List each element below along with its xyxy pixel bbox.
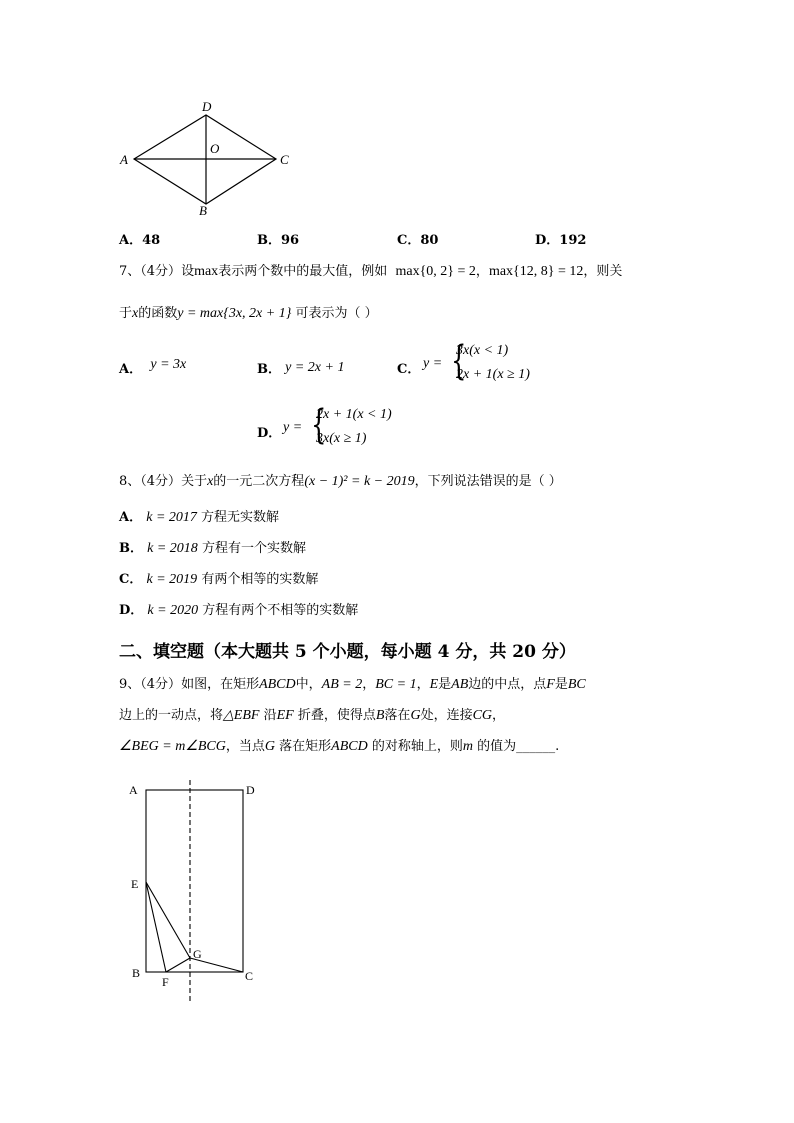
q8-score: （4分） (140, 474, 182, 489)
section-heading: 二、填空题（本大题共 5 个小题，每小题 4 分，共 20 分） (119, 642, 576, 662)
option-expr: y = 3x (150, 357, 187, 372)
math-triangle: △EBF (223, 708, 260, 723)
case-1: 3x(x < 1) (456, 343, 509, 358)
q8-option-a[interactable] (119, 510, 279, 526)
q8-text: 关于 (181, 474, 208, 489)
q7-function: y = max{3x, 2x + 1} (177, 306, 292, 321)
rhombus-figure (110, 96, 300, 221)
comma: ， (362, 677, 376, 692)
q6-option-b[interactable] (257, 229, 299, 248)
label-d: D (246, 783, 255, 797)
comma: ， (475, 264, 489, 279)
option-text: 方程有一个实数解 (201, 541, 306, 556)
q9-text: 的对称轴上，则 (371, 739, 463, 754)
case-2: 3x(x ≥ 1) (316, 431, 367, 446)
rectangle-figure (120, 778, 280, 1010)
q7-text: ，则关 (583, 264, 623, 279)
option-expr: k = 2017 (146, 510, 197, 525)
q9-text: 沿 (263, 708, 277, 723)
q8-number: 8、 (119, 474, 141, 489)
q6-option-a[interactable] (119, 229, 160, 248)
option-text: 方程无实数解 (201, 510, 280, 525)
option-expr: y = 2x + 1 (285, 360, 345, 375)
label-b: B (132, 966, 141, 980)
q7-text: 于 (119, 306, 133, 321)
q9-text: ， (492, 708, 506, 723)
option-value: 48 (142, 233, 161, 248)
label-a: A (129, 783, 138, 797)
math-cg: CG (472, 708, 493, 723)
option-letter: D． (535, 233, 560, 248)
q8-option-b[interactable] (119, 541, 306, 557)
q9-text: ，当点 (225, 739, 265, 754)
q7-score: （4分） (140, 264, 182, 279)
math-b: B (375, 708, 385, 723)
option-letter: D． (257, 426, 282, 441)
option-letter: C． (397, 362, 421, 377)
q9-text: 处，连接 (420, 708, 473, 723)
q6-option-d[interactable] (535, 229, 586, 248)
label-c: C (280, 152, 289, 167)
q7-text: 表示两个数中的最大值，例如 (218, 264, 388, 279)
left-brace: { (451, 338, 467, 384)
case-2: 2x + 1(x ≥ 1) (456, 367, 530, 382)
q7-option-b[interactable] (257, 358, 344, 378)
label-a: A (120, 152, 128, 167)
math-f: F (546, 677, 555, 692)
math-e: E (429, 677, 439, 692)
math-m: m (462, 739, 474, 754)
var-x: x (132, 306, 139, 321)
segment-ef (146, 882, 166, 972)
math-angle-eq: ∠BEG = m∠BCG (119, 739, 226, 754)
q8-option-c[interactable] (119, 572, 318, 588)
q7-text: 设 (181, 264, 195, 279)
q7-text: 可表示为（ ） (295, 306, 378, 321)
q9-text: 是 (554, 677, 568, 692)
q9-line3 (119, 739, 559, 755)
option-prefix: y = (423, 356, 443, 371)
option-letter: C． (119, 572, 143, 587)
q8-option-d[interactable] (119, 603, 358, 619)
option-letter: B． (257, 233, 281, 248)
q8-text: 的一元二次方程 (213, 474, 305, 489)
var-x: x (207, 474, 214, 489)
math-g: G (410, 708, 421, 723)
q9-text: 边上的一动点，将 (119, 708, 224, 723)
math-abcd: ABCD (259, 677, 296, 692)
q9-text: 折叠，使得点 (297, 708, 376, 723)
example-1: max{0, 2} = 2 (395, 264, 476, 279)
q9-text: 是 (438, 677, 452, 692)
label-o: O (210, 141, 220, 156)
label-g: G (193, 947, 202, 961)
option-expr: k = 2019 (146, 572, 198, 587)
q9-number: 9、 (119, 677, 141, 692)
option-letter: B． (257, 362, 281, 377)
answer-blank[interactable]: 的值为______. (477, 739, 560, 754)
left-brace: { (311, 402, 327, 448)
math-ab: AB (451, 677, 469, 692)
q8-equation: (x − 1)² = k − 2019 (304, 474, 415, 489)
q9-text: 落在矩形 (279, 739, 332, 754)
q9-text: 如图，在矩形 (181, 677, 260, 692)
option-letter: A． (119, 362, 143, 377)
math-bc-eq: BC = 1 (375, 677, 417, 692)
label-b: B (199, 203, 207, 218)
q8-stem (119, 474, 562, 490)
q7-text: 的函数 (138, 306, 178, 321)
option-text: 方程有两个不相等的实数解 (202, 603, 359, 618)
label-e: E (131, 877, 139, 891)
q9-text: 中， (295, 677, 322, 692)
option-letter: A． (119, 510, 143, 525)
option-text: 有两个相等的实数解 (201, 572, 319, 587)
math-ab-eq: AB = 2 (321, 677, 363, 692)
option-letter: C． (397, 233, 421, 248)
label-d: D (202, 99, 212, 114)
rectangle-abcd (146, 790, 243, 972)
q7-option-a[interactable] (119, 358, 186, 378)
label-c: C (245, 969, 254, 983)
q8-text: ，下列说法错误的是（ ） (414, 474, 562, 489)
option-prefix: y = (283, 420, 303, 435)
math-g: G (264, 739, 276, 754)
option-value: 192 (559, 233, 587, 248)
option-value: 96 (281, 233, 300, 248)
q9-line2 (119, 708, 505, 724)
math-abcd: ABCD (331, 739, 368, 754)
q7-line2 (119, 306, 378, 322)
q9-text: 落在 (384, 708, 411, 723)
option-value: 80 (420, 233, 439, 248)
q9-line1 (119, 677, 586, 693)
comma: ， (416, 677, 430, 692)
q6-option-c[interactable] (397, 229, 438, 248)
q7-line1 (119, 264, 622, 280)
option-expr: k = 2018 (147, 541, 198, 556)
segment-eg (146, 882, 190, 958)
option-expr: k = 2020 (147, 603, 199, 618)
option-letter: B． (119, 541, 143, 556)
q7-number: 7、 (119, 264, 141, 279)
segment-fg (166, 958, 190, 972)
max-word: max (194, 264, 219, 279)
math-ef: EF (276, 708, 294, 723)
q9-text: 边的中点，点 (468, 677, 547, 692)
math-bc: BC (567, 677, 586, 692)
label-f: F (162, 975, 169, 989)
case-1: 2x + 1(x < 1) (316, 407, 392, 422)
example-2: max{12, 8} = 12 (488, 264, 584, 279)
option-letter: D． (119, 603, 144, 618)
option-letter: A． (119, 233, 143, 248)
q9-score: （4分） (140, 677, 182, 692)
